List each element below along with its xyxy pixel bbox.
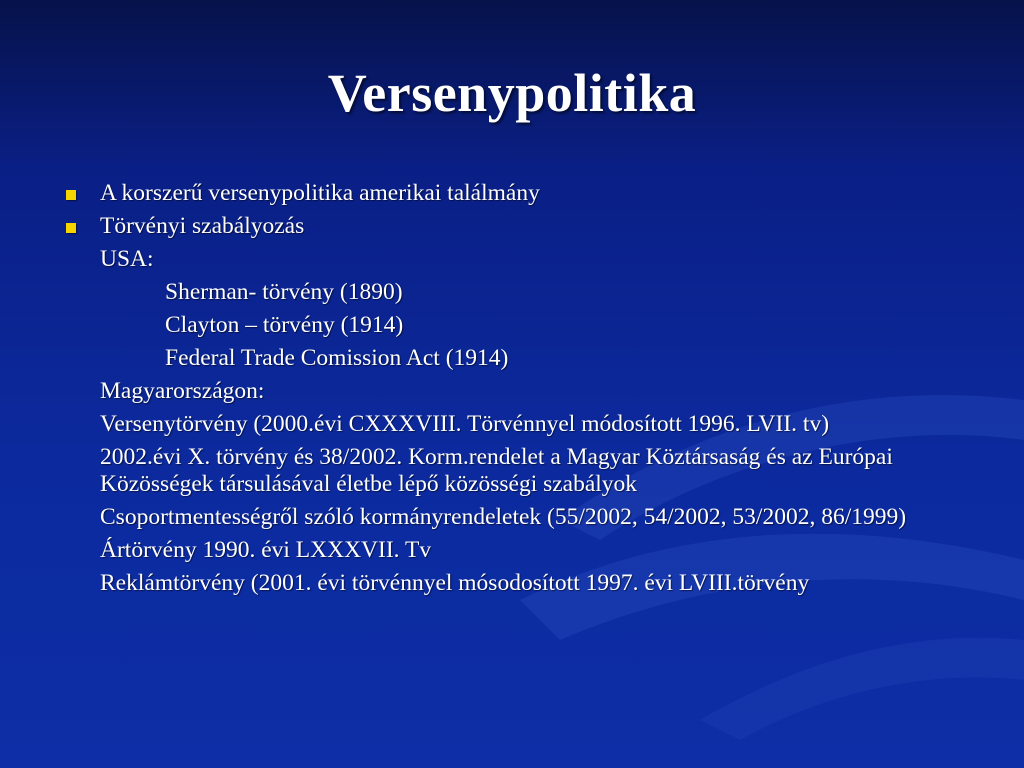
hungary-heading: Magyarországon: [100,378,265,404]
square-bullet-icon [66,223,76,233]
hungary-item: Versenytörvény (2000.évi CXXXVIII. Törvénnyel módosított 1996. LVII. tv) [100,411,830,437]
square-bullet-icon [66,190,76,200]
bullet-item [62,213,962,240]
bullet-text: Törvényi szabályozás [100,213,305,239]
usa-item: Federal Trade Comission Act (1914) [165,345,509,371]
bullet-item [62,180,962,207]
bullet-text: A korszerű versenypolitika amerikai találmány [100,180,540,206]
usa-item: Sherman- törvény (1890) [165,279,403,305]
usa-item: Clayton – törvény (1914) [165,312,404,338]
hungary-item: Csoportmentességről szóló kormányrendeletek (55/2002, 54/2002, 53/2002, 86/1999) [100,504,907,530]
slide-title: Versenypolitika [327,63,697,123]
hungary-item: Reklámtörvény (2001. évi törvénnyel mósodosított 1997. évi LVIII.törvény [100,570,810,596]
slide-content [62,180,962,603]
hungary-item: Ártörvény 1990. évi LXXXVII. Tv [100,537,432,563]
usa-heading: USA: [100,246,154,272]
hungary-item: 2002.évi X. törvény és 38/2002. Korm.rendelet a Magyar Köztársaság és az Európai Közösségek társulásával életbe lépő közösségi szabályok [100,444,893,497]
